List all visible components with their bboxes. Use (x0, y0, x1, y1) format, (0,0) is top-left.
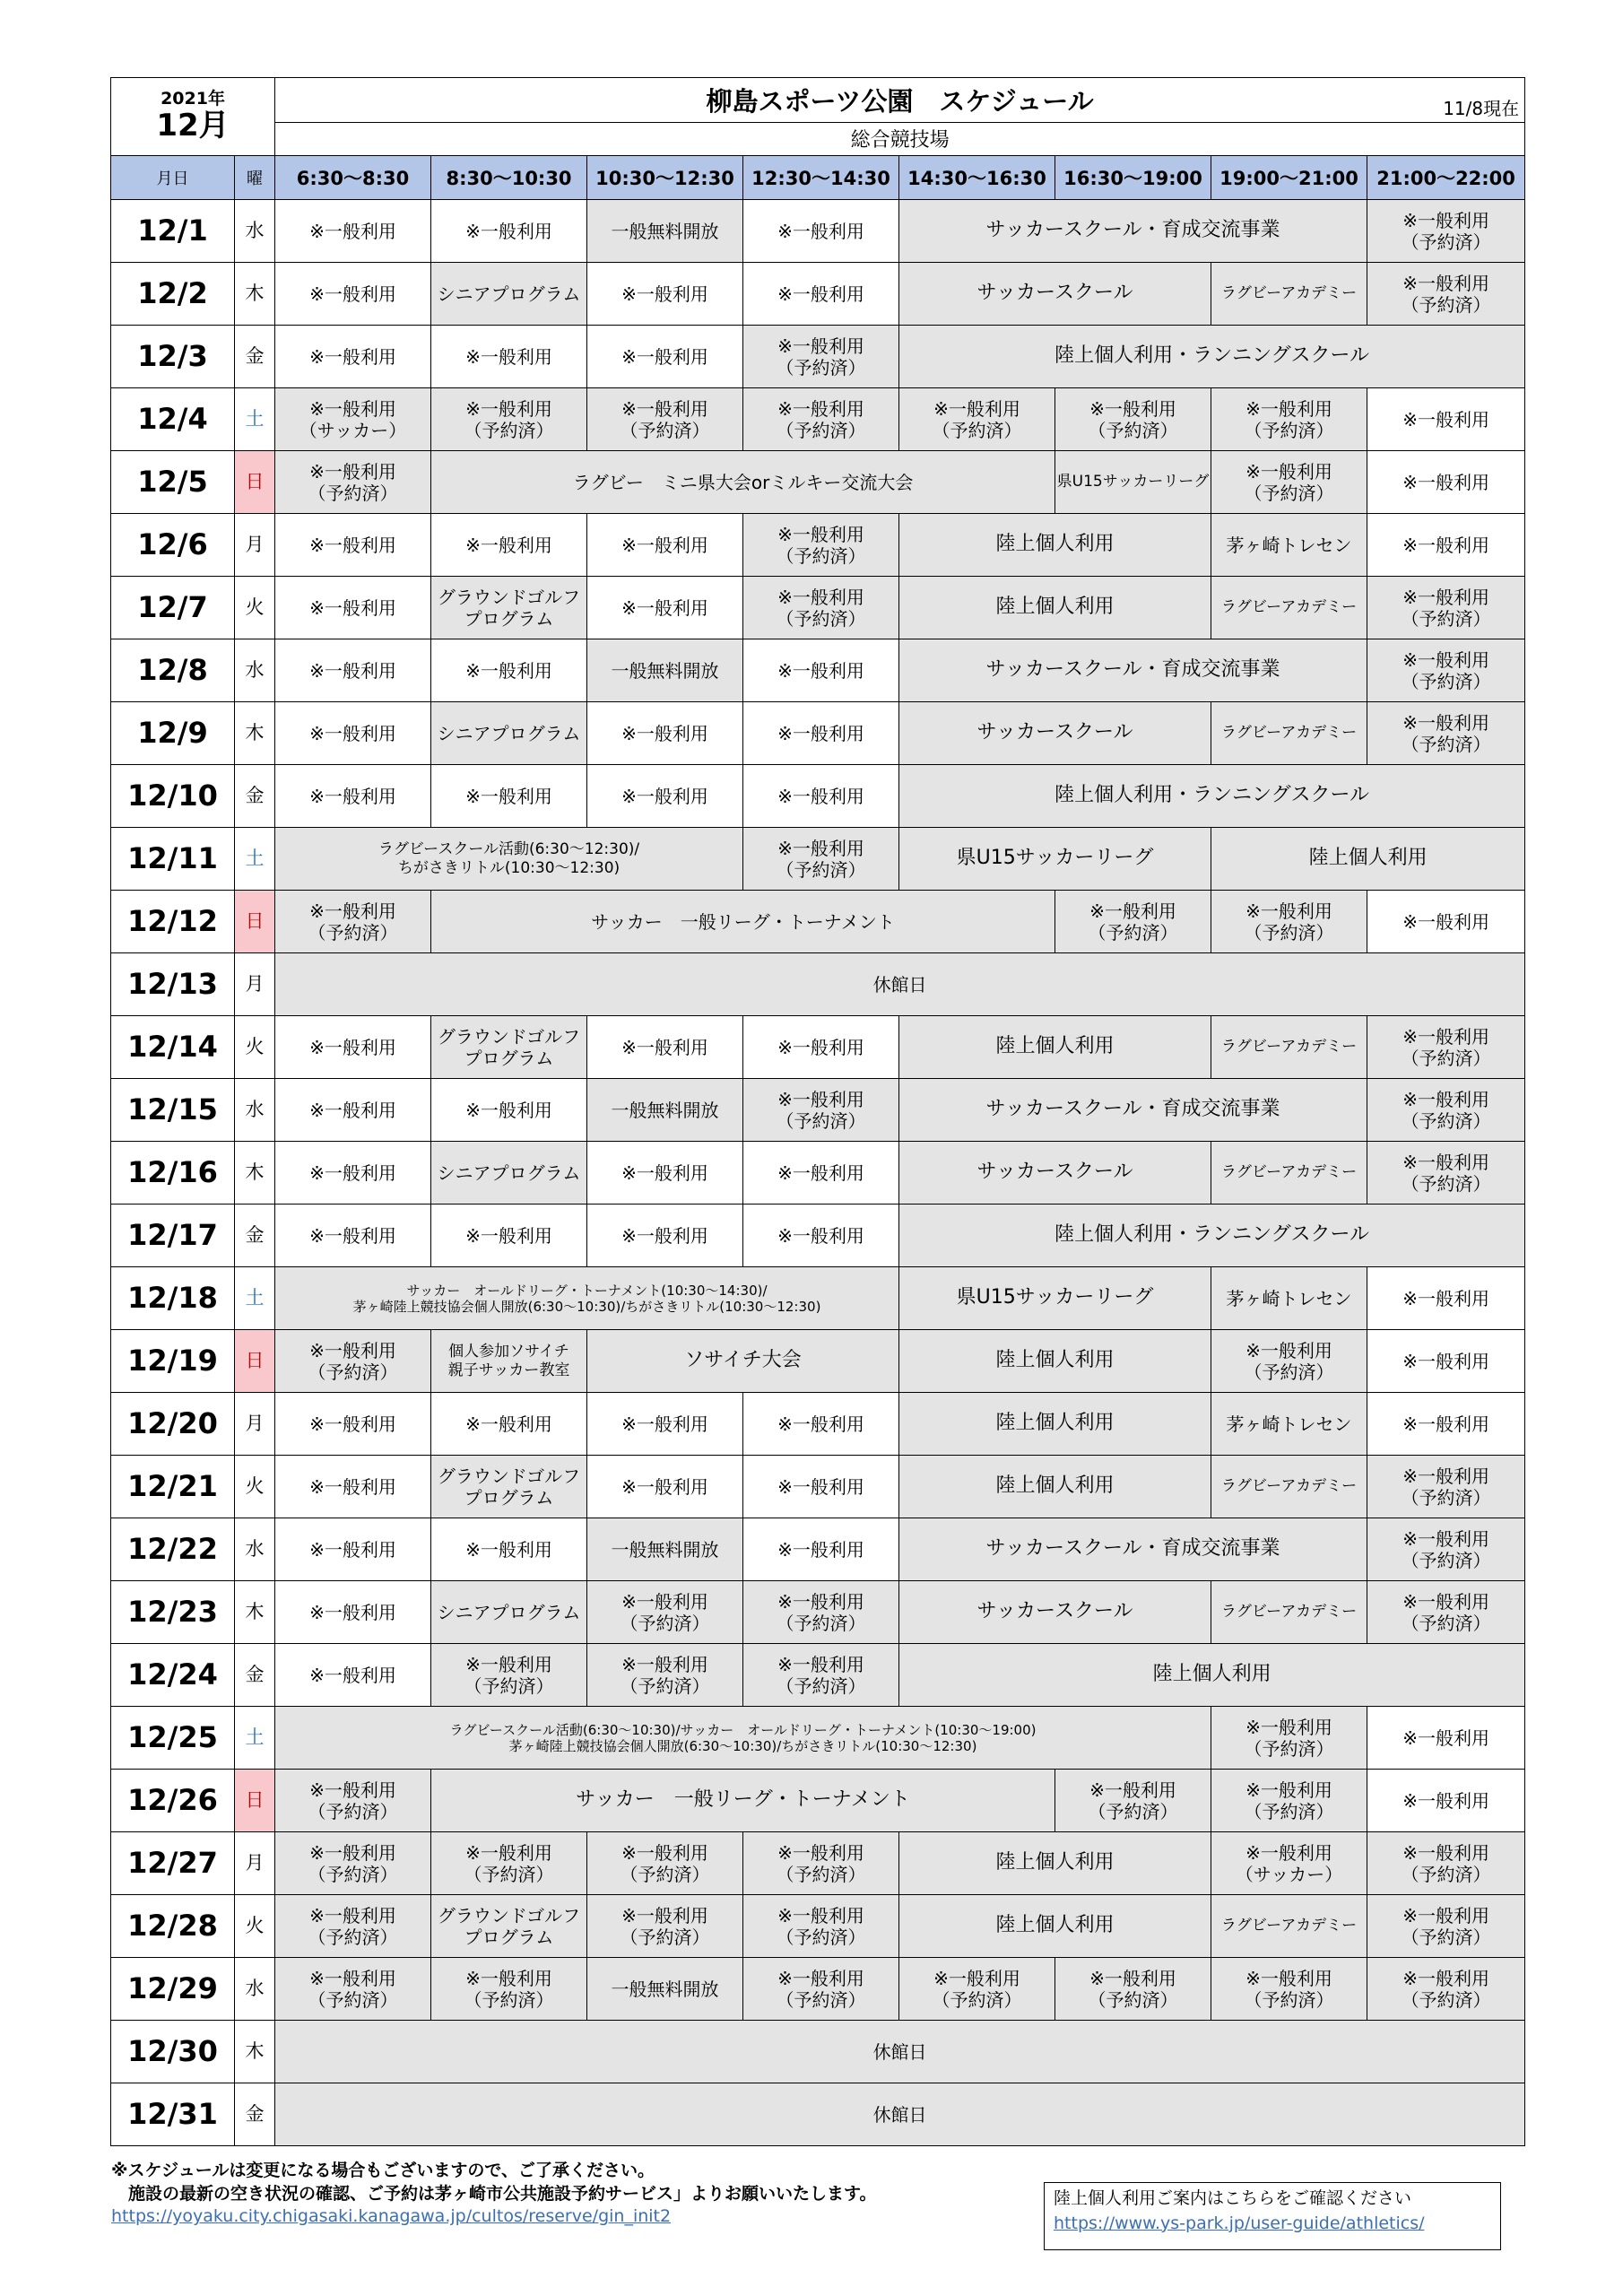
row-day-of-week: 土 (235, 388, 275, 451)
row-day-of-week: 水 (235, 1958, 275, 2021)
row-day-of-week: 日 (235, 891, 275, 953)
schedule-row (111, 2021, 1525, 2083)
row-date: 12/18 (111, 1267, 235, 1330)
schedule-cell: サッカー オールドリーグ・トーナメント(10:30～14:30)/ 茅ヶ崎陸上競技協会個人開放(6:30～10:30)/ちがさきリトル(10:30～12:30) (275, 1267, 899, 1330)
row-day-of-week: 木 (235, 263, 275, 326)
schedule-cell: ※一般利用 （予約済） (1367, 1832, 1525, 1895)
schedule-cell: ※一般利用 (275, 1079, 431, 1142)
schedule-cell: ※一般利用 (743, 263, 899, 326)
schedule-cell: ※一般利用 (587, 1456, 743, 1518)
schedule-cell: ※一般利用 (587, 263, 743, 326)
schedule-cell: 陸上個人利用 (899, 1456, 1211, 1518)
schedule-cell: ※一般利用 （予約済） (1055, 891, 1211, 953)
schedule-cell: ※一般利用 (431, 1205, 587, 1267)
schedule-cell: ※一般利用 （予約済） (1367, 1456, 1525, 1518)
schedule-cell: ※一般利用 （予約済） (743, 388, 899, 451)
schedule-cell: ※一般利用 (431, 200, 587, 263)
schedule-cell: ※一般利用 （予約済） (275, 1330, 431, 1393)
schedule-cell: ※一般利用 (587, 1205, 743, 1267)
schedule-cell: ※一般利用 (275, 765, 431, 828)
schedule-cell: 陸上個人利用 (1211, 828, 1525, 891)
schedule-cell: ※一般利用 (1367, 1267, 1525, 1330)
row-date: 12/9 (111, 702, 235, 765)
row-date: 12/26 (111, 1770, 235, 1832)
row-date: 12/13 (111, 953, 235, 1016)
schedule-cell: ラグビースクール活動(6:30～12:30)/ ちがさきリトル(10:30～12:30) (275, 828, 743, 891)
schedule-cell: ※一般利用 （予約済） (743, 1895, 899, 1958)
schedule-cell: ※一般利用 （予約済） (1367, 1016, 1525, 1079)
schedule-cell: ※一般利用 (275, 1518, 431, 1581)
schedule-cell: ラグビーアカデミー (1211, 263, 1367, 326)
col-header-slot: 10:30～12:30 (587, 156, 743, 200)
row-date: 12/22 (111, 1518, 235, 1581)
year-label: 2021年 (161, 88, 225, 109)
row-date: 12/16 (111, 1142, 235, 1205)
schedule-cell: 県U15サッカーリーグ (1055, 451, 1211, 514)
schedule-cell: ※一般利用 （予約済） (1367, 1079, 1525, 1142)
schedule-cell: ※一般利用 （予約済） (1211, 1958, 1367, 2021)
schedule-cell: ※一般利用 (1367, 388, 1525, 451)
col-header-slot: 12:30～14:30 (743, 156, 899, 200)
row-date: 12/2 (111, 263, 235, 326)
schedule-cell: 茅ヶ崎トレセン (1211, 514, 1367, 577)
schedule-cell: ラグビーアカデミー (1211, 1581, 1367, 1644)
schedule-cell: ※一般利用 （予約済） (1055, 1770, 1211, 1832)
schedule-cell: ※一般利用 （予約済） (431, 1832, 587, 1895)
schedule-row (111, 388, 1525, 451)
row-date: 12/19 (111, 1330, 235, 1393)
schedule-cell: ※一般利用 (275, 514, 431, 577)
schedule-row (111, 1393, 1525, 1456)
schedule-row (111, 828, 1525, 891)
row-date: 12/1 (111, 200, 235, 263)
schedule-cell: 陸上個人利用・ランニングスクール (899, 326, 1525, 388)
schedule-cell: サッカースクール・育成交流事業 (899, 1079, 1367, 1142)
schedule-cell: グラウンドゴルフ プログラム (431, 1895, 587, 1958)
schedule-cell: ※一般利用 （予約済） (743, 1079, 899, 1142)
row-day-of-week: 土 (235, 1267, 275, 1330)
schedule-cell: サッカー 一般リーグ・トーナメント (431, 891, 1055, 953)
schedule-cell: 陸上個人利用 (899, 1330, 1211, 1393)
schedule-cell: ※一般利用 (275, 263, 431, 326)
schedule-cell: ※一般利用 (431, 765, 587, 828)
row-date: 12/11 (111, 828, 235, 891)
row-date: 12/6 (111, 514, 235, 577)
schedule-cell: ※一般利用 (587, 577, 743, 639)
schedule-cell: ※一般利用 (1367, 1770, 1525, 1832)
schedule-cell: ※一般利用 （予約済） (587, 388, 743, 451)
schedule-row (111, 514, 1525, 577)
schedule-cell: ※一般利用 (431, 514, 587, 577)
schedule-cell: ※一般利用 （予約済） (743, 1644, 899, 1707)
schedule-cell: ※一般利用 (1367, 514, 1525, 577)
schedule-row (111, 1770, 1525, 1832)
schedule-cell: ソサイチ大会 (587, 1330, 899, 1393)
row-date: 12/3 (111, 326, 235, 388)
row-day-of-week: 月 (235, 514, 275, 577)
schedule-cell: 一般無料開放 (587, 1079, 743, 1142)
row-date: 12/14 (111, 1016, 235, 1079)
row-day-of-week: 月 (235, 1393, 275, 1456)
schedule-cell: ※一般利用 （予約済） (1367, 1958, 1525, 2021)
col-header-slot: 8:30～10:30 (431, 156, 587, 200)
schedule-cell: 陸上個人利用 (899, 1644, 1525, 1707)
schedule-cell: ※一般利用 （予約済） (587, 1644, 743, 1707)
col-header-slot: 6:30～8:30 (275, 156, 431, 200)
row-day-of-week: 火 (235, 1016, 275, 1079)
schedule-cell: 陸上個人利用 (899, 1832, 1211, 1895)
schedule-row (111, 200, 1525, 263)
schedule-cell: ラグビーアカデミー (1211, 1895, 1367, 1958)
row-date: 12/12 (111, 891, 235, 953)
schedule-cell: ※一般利用 (431, 1079, 587, 1142)
athletics-info-text: 陸上個人利用ご案内はこちらをご確認ください (1054, 2188, 1412, 2208)
schedule-cell: ※一般利用 （予約済） (275, 1958, 431, 2021)
schedule-cell: ※一般利用 （予約済） (743, 828, 899, 891)
schedule-row (111, 1832, 1525, 1895)
schedule-cell: サッカー 一般リーグ・トーナメント (431, 1770, 1055, 1832)
schedule-cell: ※一般利用 （予約済） (1367, 200, 1525, 263)
schedule-cell: ※一般利用 （予約済） (1055, 388, 1211, 451)
schedule-cell: 陸上個人利用 (899, 577, 1211, 639)
schedule-cell: シニアプログラム (431, 702, 587, 765)
schedule-cell: 陸上個人利用 (899, 1016, 1211, 1079)
col-header-slot: 21:00～22:00 (1367, 156, 1525, 200)
row-date: 12/20 (111, 1393, 235, 1456)
schedule-cell: ※一般利用 (275, 1142, 431, 1205)
row-date: 12/29 (111, 1958, 235, 2021)
schedule-cell: ※一般利用 （予約済） (899, 1958, 1055, 2021)
schedule-cell: 陸上個人利用・ランニングスクール (899, 765, 1525, 828)
schedule-cell: 一般無料開放 (587, 1518, 743, 1581)
schedule-cell: ※一般利用 （予約済） (899, 388, 1055, 451)
row-day-of-week: 金 (235, 1644, 275, 1707)
schedule-cell: サッカースクール (899, 1142, 1211, 1205)
row-date: 12/21 (111, 1456, 235, 1518)
schedule-cell: ※一般利用 （予約済） (743, 577, 899, 639)
row-day-of-week: 金 (235, 765, 275, 828)
schedule-cell: ※一般利用 (275, 1205, 431, 1267)
schedule-cell: ※一般利用 (587, 1393, 743, 1456)
as-of-date: 11/8現在 (1443, 97, 1520, 119)
schedule-cell: ※一般利用 (587, 514, 743, 577)
schedule-cell: ※一般利用 (431, 1393, 587, 1456)
schedule-cell: ※一般利用 （予約済） (1367, 639, 1525, 702)
row-date: 12/15 (111, 1079, 235, 1142)
month-label: 12月 (156, 108, 230, 144)
row-day-of-week: 火 (235, 1456, 275, 1518)
schedule-row (111, 1644, 1525, 1707)
schedule-cell: ※一般利用 （予約済） (587, 1832, 743, 1895)
schedule-cell: ※一般利用 （予約済） (587, 1895, 743, 1958)
schedule-row (111, 577, 1525, 639)
schedule-cell: ※一般利用 （予約済） (587, 1581, 743, 1644)
schedule-cell: ※一般利用 （予約済） (275, 1832, 431, 1895)
schedule-row (111, 1518, 1525, 1581)
schedule-cell: ※一般利用 (275, 1016, 431, 1079)
schedule-cell: ※一般利用 (587, 765, 743, 828)
schedule-cell: ※一般利用 （予約済） (743, 326, 899, 388)
row-day-of-week: 日 (235, 1770, 275, 1832)
schedule-cell: ※一般利用 (587, 1142, 743, 1205)
schedule-cell: シニアプログラム (431, 1142, 587, 1205)
schedule-row (111, 1958, 1525, 2021)
schedule-cell: 陸上個人利用 (899, 1895, 1211, 1958)
schedule-cell: ※一般利用 (275, 1456, 431, 1518)
schedule-cell: グラウンドゴルフ プログラム (431, 1456, 587, 1518)
schedule-cell: ラグビーアカデミー (1211, 1016, 1367, 1079)
schedule-cell: サッカースクール・育成交流事業 (899, 200, 1367, 263)
row-day-of-week: 月 (235, 1832, 275, 1895)
col-header-slot: 14:30～16:30 (899, 156, 1055, 200)
col-header-date: 月日 (111, 156, 235, 200)
schedule-cell: 陸上個人利用 (899, 514, 1211, 577)
schedule-cell: ※一般利用 （予約済） (1211, 1770, 1367, 1832)
schedule-cell: ※一般利用 (743, 702, 899, 765)
schedule-cell: ※一般利用 (275, 200, 431, 263)
schedule-cell: ※一般利用 （予約済） (1367, 1895, 1525, 1958)
row-day-of-week: 木 (235, 1581, 275, 1644)
schedule-cell: ※一般利用 （予約済） (1211, 891, 1367, 953)
schedule-cell: ※一般利用 (275, 702, 431, 765)
footer-notes (111, 2160, 1017, 2229)
schedule-cell: ラグビー ミニ県大会orミルキー交流大会 (431, 451, 1055, 514)
schedule-cell: ラグビーアカデミー (1211, 702, 1367, 765)
row-day-of-week: 月 (235, 953, 275, 1016)
schedule-cell: ※一般利用 （予約済） (431, 1644, 587, 1707)
schedule-cell: ※一般利用 (587, 326, 743, 388)
schedule-cell: ラグビーアカデミー (1211, 1142, 1367, 1205)
schedule-cell: サッカースクール (899, 1581, 1211, 1644)
note-line-1: ※スケジュールは変更になる場合もございますので、ご了承ください。 (111, 2161, 655, 2180)
row-day-of-week: 木 (235, 1142, 275, 1205)
col-header-slot: 19:00～21:00 (1211, 156, 1367, 200)
schedule-cell: ※一般利用 (743, 765, 899, 828)
schedule-cell: ※一般利用 (743, 200, 899, 263)
schedule-cell: ※一般利用 (743, 1456, 899, 1518)
column-header-row (111, 156, 1525, 200)
schedule-row (111, 639, 1525, 702)
row-date: 12/28 (111, 1895, 235, 1958)
schedule-cell: サッカースクール・育成交流事業 (899, 1518, 1367, 1581)
schedule-cell: ※一般利用 （予約済） (743, 514, 899, 577)
schedule-cell: 陸上個人利用 (899, 1393, 1211, 1456)
schedule-cell: ※一般利用 (587, 702, 743, 765)
schedule-cell: 茅ヶ崎トレセン (1211, 1393, 1367, 1456)
schedule-row (111, 1456, 1525, 1518)
schedule-cell: ※一般利用 (743, 1393, 899, 1456)
schedule-cell: ※一般利用 (1367, 1707, 1525, 1770)
note-line-2: 施設の最新の空き状況の確認、ご予約は茅ヶ崎市公共施設予約サービス」よりお願いいたします。 (111, 2183, 877, 2204)
schedule-cell: ※一般利用 （予約済） (1211, 451, 1367, 514)
row-day-of-week: 水 (235, 639, 275, 702)
schedule-cell: ※一般利用 （予約済） (1367, 1581, 1525, 1644)
schedule-cell: グラウンドゴルフ プログラム (431, 1016, 587, 1079)
row-day-of-week: 火 (235, 577, 275, 639)
schedule-cell: ※一般利用 (1367, 1393, 1525, 1456)
schedule-cell: ※一般利用 (275, 577, 431, 639)
schedule-cell: 休館日 (275, 953, 1525, 1016)
schedule-row (111, 1707, 1525, 1770)
row-day-of-week: 金 (235, 326, 275, 388)
schedule-cell: ※一般利用 （予約済） (1367, 1142, 1525, 1205)
schedule-cell: 休館日 (275, 2083, 1525, 2146)
athletics-info-link[interactable]: https://www.ys-park.jp/user-guide/athletics/ (1054, 2213, 1425, 2233)
col-header-dow: 曜 (235, 156, 275, 200)
schedule-row (111, 1079, 1525, 1142)
col-header-slot: 16:30～19:00 (1055, 156, 1211, 200)
row-day-of-week: 土 (235, 828, 275, 891)
schedule-cell: ※一般利用 (1367, 451, 1525, 514)
schedule-row (111, 765, 1525, 828)
schedule-cell: 一般無料開放 (587, 200, 743, 263)
athletics-info-box (1044, 2182, 1501, 2250)
schedule-cell: ※一般利用 (275, 1393, 431, 1456)
schedule-cell: ※一般利用 (1367, 1330, 1525, 1393)
row-date: 12/5 (111, 451, 235, 514)
row-date: 12/8 (111, 639, 235, 702)
schedule-cell: 一般無料開放 (587, 639, 743, 702)
row-day-of-week: 火 (235, 1895, 275, 1958)
schedule-row (111, 1205, 1525, 1267)
schedule-cell: 一般無料開放 (587, 1958, 743, 2021)
schedule-row (111, 326, 1525, 388)
schedule-row (111, 2083, 1525, 2146)
schedule-cell: ※一般利用 (431, 326, 587, 388)
schedule-row (111, 702, 1525, 765)
schedule-cell: ※一般利用 （予約済） (1367, 702, 1525, 765)
schedule-cell: ※一般利用 （予約済） (1211, 1330, 1367, 1393)
schedule-cell: ※一般利用 (431, 639, 587, 702)
schedule-cell: ※一般利用 （予約済） (1367, 1518, 1525, 1581)
schedule-cell: ※一般利用 （サッカー） (1211, 1832, 1367, 1895)
schedule-cell: ※一般利用 （予約済） (431, 1958, 587, 2021)
row-day-of-week: 木 (235, 702, 275, 765)
schedule-cell: ※一般利用 （予約済） (1211, 388, 1367, 451)
row-date: 12/7 (111, 577, 235, 639)
schedule-cell: シニアプログラム (431, 1581, 587, 1644)
schedule-row (111, 1895, 1525, 1958)
schedule-cell: ※一般利用 (743, 1142, 899, 1205)
row-day-of-week: 木 (235, 2021, 275, 2083)
row-day-of-week: 水 (235, 1518, 275, 1581)
schedule-cell: 県U15サッカーリーグ (899, 828, 1211, 891)
schedule-cell: 茅ヶ崎トレセン (1211, 1267, 1367, 1330)
schedule-row (111, 451, 1525, 514)
schedule-cell: 休館日 (275, 2021, 1525, 2083)
schedule-cell: ※一般利用 （予約済） (275, 451, 431, 514)
schedule-cell: ※一般利用 （予約済） (275, 891, 431, 953)
schedule-cell: ※一般利用 (275, 639, 431, 702)
schedule-cell: ※一般利用 （予約済） (743, 1832, 899, 1895)
year-month-cell (111, 78, 275, 156)
schedule-cell: シニアプログラム (431, 263, 587, 326)
row-day-of-week: 日 (235, 1330, 275, 1393)
schedule-row (111, 1330, 1525, 1393)
schedule-cell: ※一般利用 (275, 326, 431, 388)
schedule-row (111, 953, 1525, 1016)
row-date: 12/25 (111, 1707, 235, 1770)
schedule-cell: 県U15サッカーリーグ (899, 1267, 1211, 1330)
schedule-row (111, 1142, 1525, 1205)
row-day-of-week: 日 (235, 451, 275, 514)
schedule-cell: ※一般利用 （予約済） (1211, 1707, 1367, 1770)
schedule-table (110, 77, 1525, 2146)
schedule-cell: ※一般利用 （予約済） (743, 1581, 899, 1644)
row-date: 12/17 (111, 1205, 235, 1267)
schedule-cell: サッカースクール・育成交流事業 (899, 639, 1367, 702)
row-date: 12/31 (111, 2083, 235, 2146)
schedule-cell: ※一般利用 (743, 1205, 899, 1267)
schedule-row (111, 1267, 1525, 1330)
schedule-cell: ※一般利用 (587, 1016, 743, 1079)
row-date: 12/23 (111, 1581, 235, 1644)
schedule-cell: ※一般利用 （予約済） (275, 1895, 431, 1958)
schedule-cell: 陸上個人利用・ランニングスクール (899, 1205, 1525, 1267)
schedule-cell: グラウンドゴルフ プログラム (431, 577, 587, 639)
schedule-cell: ※一般利用 (1367, 891, 1525, 953)
facility-name: 総合競技場 (275, 122, 1525, 155)
schedule-row (111, 891, 1525, 953)
row-day-of-week: 金 (235, 1205, 275, 1267)
schedule-row (111, 263, 1525, 326)
row-date: 12/24 (111, 1644, 235, 1707)
schedule-cell: ラグビーアカデミー (1211, 577, 1367, 639)
page-title: 柳島スポーツ公園 スケジュール (706, 85, 1094, 117)
schedule-cell: ※一般利用 （予約済） (1367, 577, 1525, 639)
schedule-row (111, 1016, 1525, 1079)
row-day-of-week: 水 (235, 200, 275, 263)
schedule-cell: ※一般利用 （予約済） (1367, 263, 1525, 326)
schedule-cell: ※一般利用 (743, 639, 899, 702)
schedule-cell: ラグビースクール活動(6:30～10:30)/サッカー オールドリーグ・トーナメント(10:30～19:00) 茅ヶ崎陸上競技協会個人開放(6:30～10:30)/ちがさきリトル(10:30～12:30) (275, 1707, 1211, 1770)
schedule-cell: ※一般利用 (275, 1644, 431, 1707)
row-date: 12/10 (111, 765, 235, 828)
schedule-cell: ラグビーアカデミー (1211, 1456, 1367, 1518)
row-date: 12/30 (111, 2021, 235, 2083)
row-day-of-week: 水 (235, 1079, 275, 1142)
schedule-cell: サッカースクール (899, 263, 1211, 326)
schedule-cell: ※一般利用 (431, 1518, 587, 1581)
row-day-of-week: 土 (235, 1707, 275, 1770)
schedule-cell: ※一般利用 （予約済） (431, 388, 587, 451)
row-date: 12/27 (111, 1832, 235, 1895)
title-cell (275, 78, 1525, 123)
schedule-cell: サッカースクール (899, 702, 1211, 765)
schedule-row (111, 1581, 1525, 1644)
schedule-cell: 個人参加ソサイチ 親子サッカー教室 (431, 1330, 587, 1393)
schedule-cell: ※一般利用 （サッカー） (275, 388, 431, 451)
schedule-cell: ※一般利用 (743, 1016, 899, 1079)
schedule-cell: ※一般利用 （予約済） (743, 1958, 899, 2021)
row-day-of-week: 金 (235, 2083, 275, 2146)
schedule-cell: ※一般利用 (743, 1518, 899, 1581)
reservation-link[interactable]: https://yoyaku.city.chigasaki.kanagawa.jp/cultos/reserve/gin_init2 (111, 2206, 672, 2227)
schedule-cell: ※一般利用 （予約済） (275, 1770, 431, 1832)
schedule-cell: ※一般利用 （予約済） (1055, 1958, 1211, 2021)
row-date: 12/4 (111, 388, 235, 451)
schedule-cell: ※一般利用 (275, 1581, 431, 1644)
